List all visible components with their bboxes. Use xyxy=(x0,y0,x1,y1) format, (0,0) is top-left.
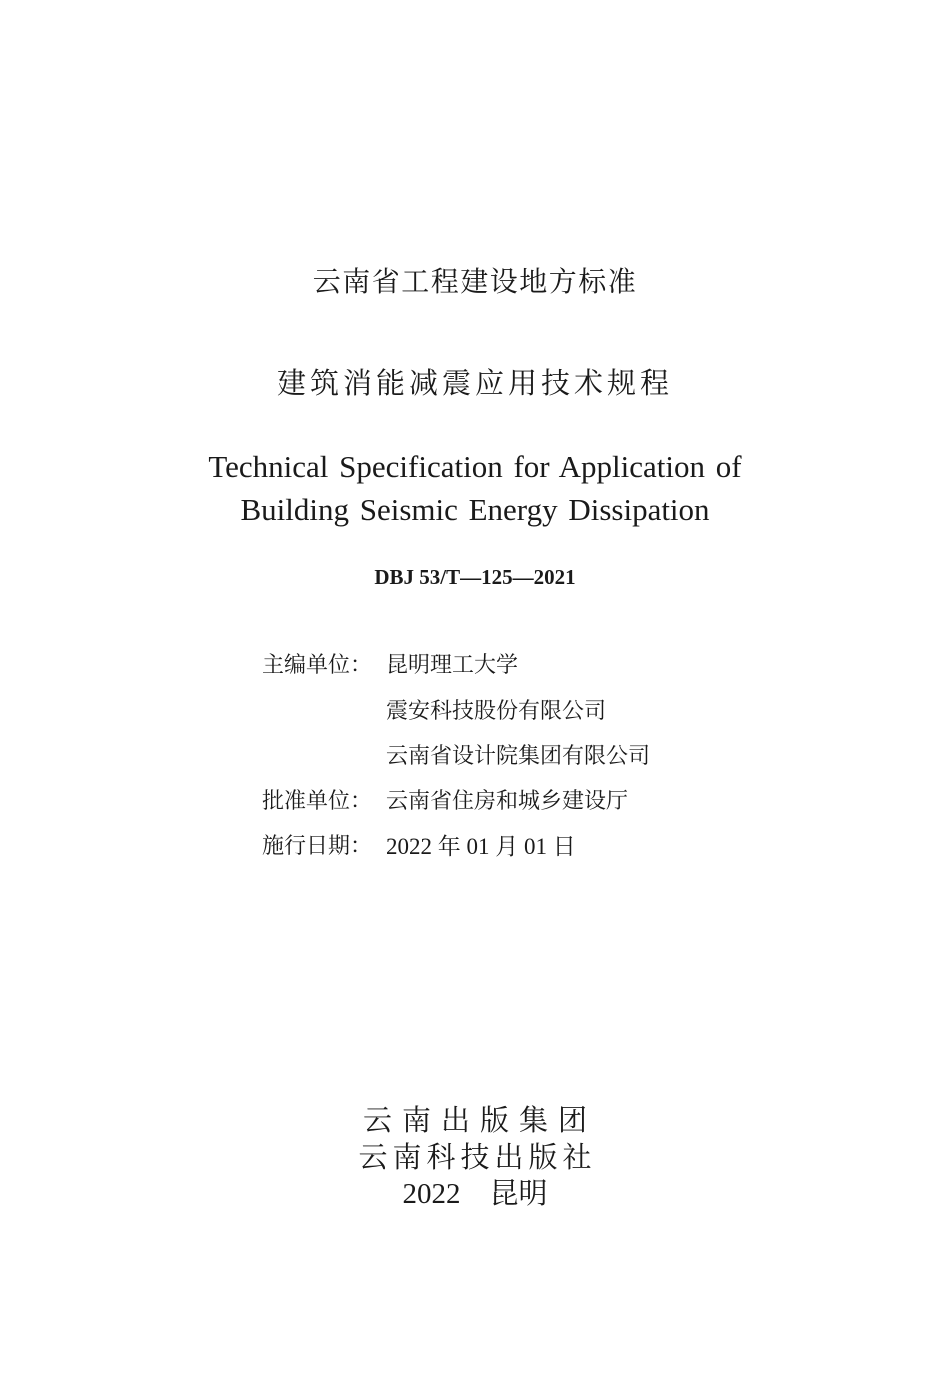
publisher-press: 云南科技出版社 xyxy=(358,1140,597,1174)
page-title: 建筑消能减震应用技术规程 xyxy=(276,366,673,400)
english-title-line-2: Building Seismic Energy Dissipation xyxy=(240,492,710,527)
standard-series: 云南省工程建设地方标准 xyxy=(312,265,638,298)
effective-date: 2022 年 01 月 01 日 xyxy=(386,834,576,859)
approver-label: 批准单位： xyxy=(262,789,373,814)
editor-label: 主编单位： xyxy=(262,653,373,678)
effective-date-label: 施行日期： xyxy=(262,834,373,859)
approver: 云南省住房和城乡建设厅 xyxy=(386,789,629,814)
english-title-line-1: Technical Specification for Application of xyxy=(208,449,742,484)
editor-2: 震安科技股份有限公司 xyxy=(386,699,607,724)
publish-year-city: 2022 昆明 xyxy=(402,1178,548,1210)
standard-code: DBJ 53/T—125—2021 xyxy=(374,565,576,589)
editor-1: 昆明理工大学 xyxy=(386,653,519,678)
publisher-group: 云南出版集团 xyxy=(362,1103,597,1137)
editor-3: 云南省设计院集团有限公司 xyxy=(386,744,651,769)
